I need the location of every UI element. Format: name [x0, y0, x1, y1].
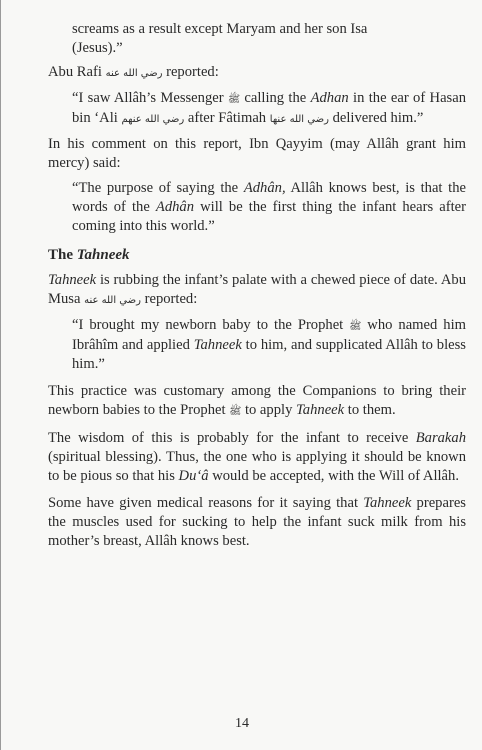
text: of Hasan bin ‘Ali — [72, 90, 467, 126]
arabic-salutation: ﷺ — [349, 321, 362, 332]
arabic-salutation: ﷺ — [227, 94, 241, 105]
text: Some have given medical reasons for it saying that — [48, 495, 358, 511]
text: prepares the muscles used for sucking to help the infant suck milk from his mother’s breast, Allâh knows best. — [48, 495, 466, 549]
quote-purpose — [48, 179, 466, 236]
text: in the ear — [353, 90, 409, 106]
italic-term: Adhân, — [243, 180, 286, 196]
paragraph-tahneek-definition — [48, 271, 466, 310]
text: calling the — [244, 90, 307, 106]
text: would be accepted, with the Will of Allâh. — [212, 468, 459, 484]
text: “I saw Allâh’s Messenger — [72, 90, 224, 106]
paragraph-medical — [48, 494, 466, 551]
text: who named him Ibrâhîm and applied — [72, 317, 466, 353]
italic-term: Barakah — [415, 430, 466, 446]
text: after Fâtimah — [187, 110, 267, 126]
text: will be the first thing the infant hears after coming into this world.” — [72, 199, 466, 234]
italic-term: Adhan — [310, 90, 349, 106]
arabic-honorific: رضي الله عنه — [84, 295, 141, 306]
text: reported: — [144, 291, 198, 307]
text: reported: — [166, 64, 219, 80]
quote-newborn — [48, 316, 466, 374]
text: In his comment on this report, Ibn Qayyim (may Allâh grant him mercy) said: — [48, 136, 466, 171]
italic-term: Tahneek — [363, 495, 412, 511]
text: “I brought my newborn baby to the Prophet — [72, 317, 344, 333]
italic-term: Tahneek — [296, 402, 345, 418]
text: to apply — [244, 402, 293, 418]
text: This practice was customary among the Companions to bring their newborn babies to the Prophet — [48, 383, 466, 418]
text: Abu Rafi — [48, 64, 102, 80]
italic-term: Tahneek — [193, 337, 242, 353]
arabic-honorific: رضي الله عنه — [105, 68, 163, 79]
page-number: 14 — [235, 716, 249, 731]
text: to them. — [347, 402, 396, 418]
arabic-honorific: رضي الله عنها — [269, 114, 329, 125]
text: screams as a result except Maryam and her son Isa — [72, 21, 368, 37]
paragraph-practice — [48, 382, 466, 421]
text: The wisdom of this is probably for the infant to receive — [48, 430, 409, 446]
text: (spiritual blessing). Thus, the one who is applying it should be known to be pious so that his — [48, 449, 466, 484]
italic-term: Tahneek — [48, 272, 97, 288]
arabic-honorific: رضي الله عنهم — [121, 114, 185, 125]
italic-term: Du‘â — [178, 468, 209, 484]
arabic-salutation: ﷺ — [229, 406, 242, 417]
italic-term: Adhân — [155, 199, 195, 215]
paragraph-wisdom — [48, 429, 466, 486]
text: is rubbing the infant’s palate with a chewed piece of date. Abu Musa — [48, 272, 466, 307]
text: “The purpose of saying the — [72, 180, 239, 196]
section-heading — [48, 246, 466, 265]
text: delivered him.” — [332, 110, 424, 126]
heading-text: The — [48, 247, 74, 263]
paragraph-quote-end — [48, 20, 466, 58]
paragraph-abu-rafi — [48, 63, 466, 83]
paragraph-ibn-qayyim — [48, 135, 466, 173]
heading-term: Tahneek — [76, 247, 130, 263]
text: (Jesus).” — [72, 40, 123, 56]
page-body — [48, 20, 466, 551]
text: to him, and supplicated Allâh to bless him.” — [72, 337, 466, 372]
quote-adhan — [48, 89, 466, 129]
text: Allâh knows best, is that the words of the — [72, 180, 466, 215]
